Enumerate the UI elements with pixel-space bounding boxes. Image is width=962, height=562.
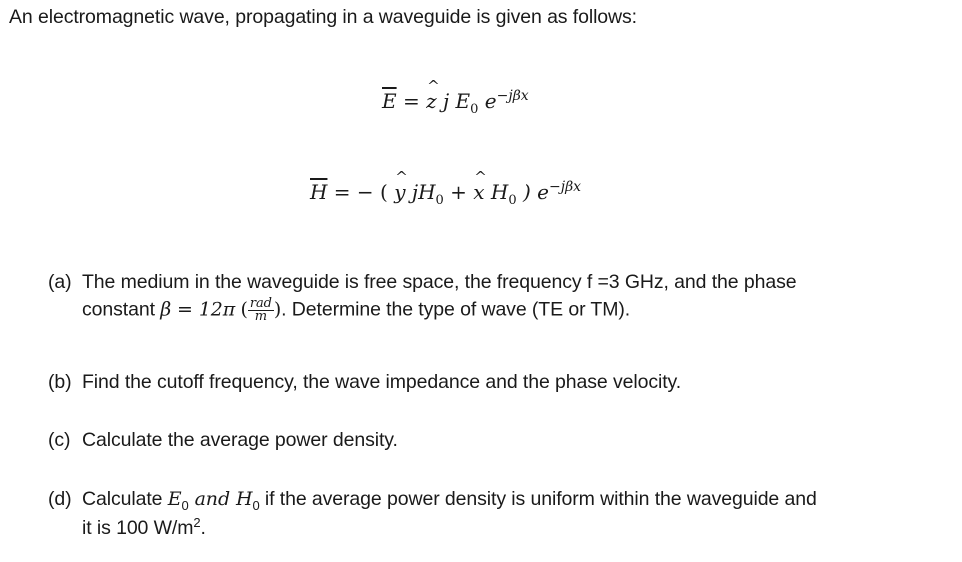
e0-symbol: E [167,488,182,510]
question-c-label: (c) [48,429,71,451]
electric-field-equation [382,88,529,117]
question-c [48,429,398,452]
rad-per-m-fraction [248,298,274,323]
question-d-line1-post: if the average power density is uniform within the waveguide and [259,488,817,510]
and-word: and [188,488,236,510]
question-b-text: Find the cutoff frequency, the wave impedance and the phase velocity. [82,371,682,393]
h-subscript1: 0 [435,193,444,208]
squared-superscript: 2 [193,515,201,530]
close-paren: ) [273,298,282,321]
question-d-line1-pre: Calculate [82,488,168,510]
y-unit-vector: ^ y [394,180,405,204]
question-a-line1: The medium in the waveguide is free space, the frequency f =3 GHz, and the phase [82,271,797,293]
h-term2: H [484,180,509,204]
question-d [48,488,817,540]
beta-expression: β = 12π [160,298,236,321]
question-d-label: (d) [48,488,72,510]
frac-denominator: m [254,309,267,324]
open-paren: ( [240,298,248,321]
frac-numerator: rad [249,296,272,311]
h-plus: + [443,180,474,204]
h-equals: = − ( [327,180,395,204]
equals-sign: = [396,89,427,113]
e0-subscript: 0 [181,498,189,513]
magnetic-field-equation [310,179,581,208]
question-c-text: Calculate the average power density. [82,429,398,451]
question-b [48,371,681,394]
question-d-line2-pre: it is 100 W/m [82,517,194,539]
h-term1: jH [405,180,436,204]
question-a [48,271,796,323]
x-unit-vector: ^ x [473,180,484,204]
question-d-line2-post: . [200,517,206,539]
question-a-line2-pre: constant [82,298,161,321]
h-field-symbol: $\overline{H}$ [310,180,328,204]
question-a-label: (a) [48,271,72,293]
problem-heading: An electromagnetic wave, propagating in a waveguide is given as follows: [9,6,637,28]
question-a-line2-post: . Determine the type of wave (TE or TM). [281,298,631,321]
h-exponent: −jβx [549,179,582,195]
z-unit-vector: ^ z [426,89,437,113]
h-close: ) e [516,180,550,204]
h0-subscript: 0 [252,498,260,513]
e-exp-base: e [478,89,497,113]
e-term: j E [436,89,471,113]
h0-symbol: H [235,488,253,510]
e-subscript: 0 [470,102,479,117]
h-subscript2: 0 [508,193,517,208]
e-field-symbol: $\overline{E}$ [382,89,397,113]
question-b-label: (b) [48,371,72,393]
e-exponent: −jβx [496,88,529,104]
